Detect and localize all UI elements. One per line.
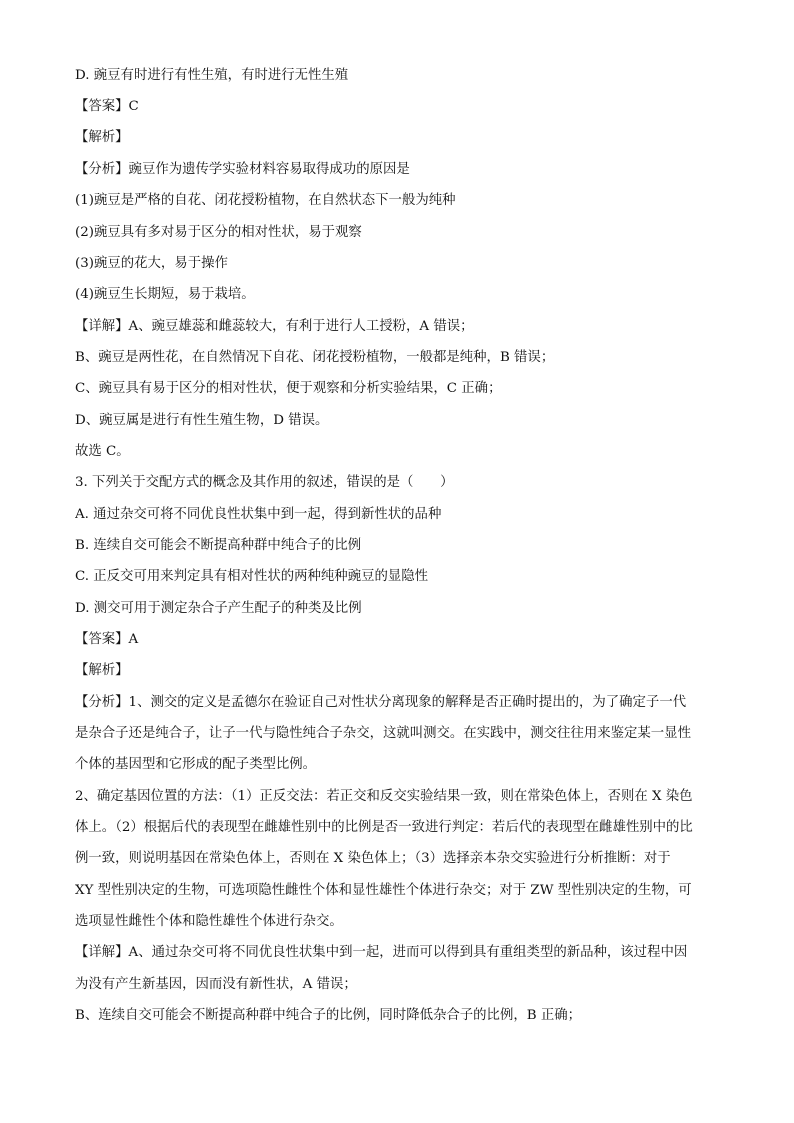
reason-3: (3)豌豆的花大，易于操作 <box>75 256 228 271</box>
option-d-previous-question: D. 豌豆有时进行有性生殖，有时进行无性生殖 <box>75 68 349 83</box>
question-3-option-c: C. 正反交可用来判定具有相对性状的两种纯种豌豆的显隐性 <box>75 569 429 584</box>
reason-4: (4)豌豆生长期短，易于栽培。 <box>75 287 255 302</box>
question-3-option-a: A. 通过杂交可将不同优良性状集中到一起，得到新性状的品种 <box>75 507 442 522</box>
detail-b: B、豌豆是两性花，在自然情况下自花、闭花授粉植物，一般都是纯种，B 错误； <box>75 350 555 365</box>
detail-a: 【详解】A、通过杂交可将不同优良性状集中到一起，进而可以得到具有重组类型的新品种，该过程中因 <box>75 945 688 960</box>
analysis-heading: 【解析】 <box>75 663 129 678</box>
analysis-paragraph-1: 个体的基因型和它形成的配子类型比例。 <box>75 757 317 772</box>
analysis-paragraph-2: 例一致，则说明基因在常染色体上，否则在 X 染色体上；（3）选择亲本杂交实验进行分析推断：对于 <box>75 851 671 866</box>
question-3-option-d: D. 测交可用于测定杂合子产生配子的种类及比例 <box>75 601 362 616</box>
question-3-stem: 3. 下列关于交配方式的概念及其作用的叙述，错误的是（ ） <box>75 475 454 490</box>
analysis-heading: 【解析】 <box>75 130 129 145</box>
analysis-paragraph-1: 是杂合子还是纯合子，让子一代与隐性纯合子杂交，这就叫测交。在实践中，测交往往用来鉴定某一显性 <box>75 726 691 741</box>
question-3-option-b: B. 连续自交可能会不断提高种群中纯合子的比例 <box>75 538 362 553</box>
analysis-paragraph-1: 【分析】1、测交的定义是孟德尔在验证自己对性状分离现象的解释是否正确时提出的，为了确定子一代 <box>75 695 687 710</box>
answer-label: 【答案】C <box>75 99 139 114</box>
detail-d: D、豌豆属是进行有性生殖生物，D 错误。 <box>75 413 329 428</box>
detail-b: B、连续自交可能会不断提高种群中纯合子的比例，同时降低杂合子的比例，B 正确； <box>75 1008 581 1023</box>
reason-1: (1)豌豆是严格的自花、闭花授粉植物，在自然状态下一般为纯种 <box>75 193 456 208</box>
detail-a: 为没有产生新基因，因而没有新性状，A 错误； <box>75 977 357 992</box>
analysis-paragraph-2: 2、确定基因位置的方法：（1）正反交法：若正交和反交实验结果一致，则在常染色体上，否则在 X 染色 <box>75 789 693 804</box>
analysis-paragraph-2: XY 型性别决定的生物，可选项隐性雌性个体和显性雄性个体进行杂交；对于 ZW 型性别决定的生物，可 <box>75 883 692 898</box>
detail-a: 【详解】A、豌豆雄蕊和雌蕊较大，有利于进行人工授粉，A 错误； <box>75 319 474 334</box>
detail-c: C、豌豆具有易于区分的相对性状，便于观察和分析实验结果，C 正确； <box>75 381 502 396</box>
reason-2: (2)豌豆具有多对易于区分的相对性状，易于观察 <box>75 225 362 240</box>
conclusion: 故选 C。 <box>75 444 130 459</box>
analysis-paragraph-2: 体上。（2）根据后代的表现型在雌雄性别中的比例是否一致进行判定：若后代的表现型在雌雄性别中的比 <box>75 820 693 835</box>
analysis-paragraph-2: 选项显性雌性个体和隐性雄性个体进行杂交。 <box>75 914 343 929</box>
analysis-intro: 【分析】豌豆作为遗传学实验材料容易取得成功的原因是 <box>75 162 410 177</box>
answer-label: 【答案】A <box>75 632 139 647</box>
